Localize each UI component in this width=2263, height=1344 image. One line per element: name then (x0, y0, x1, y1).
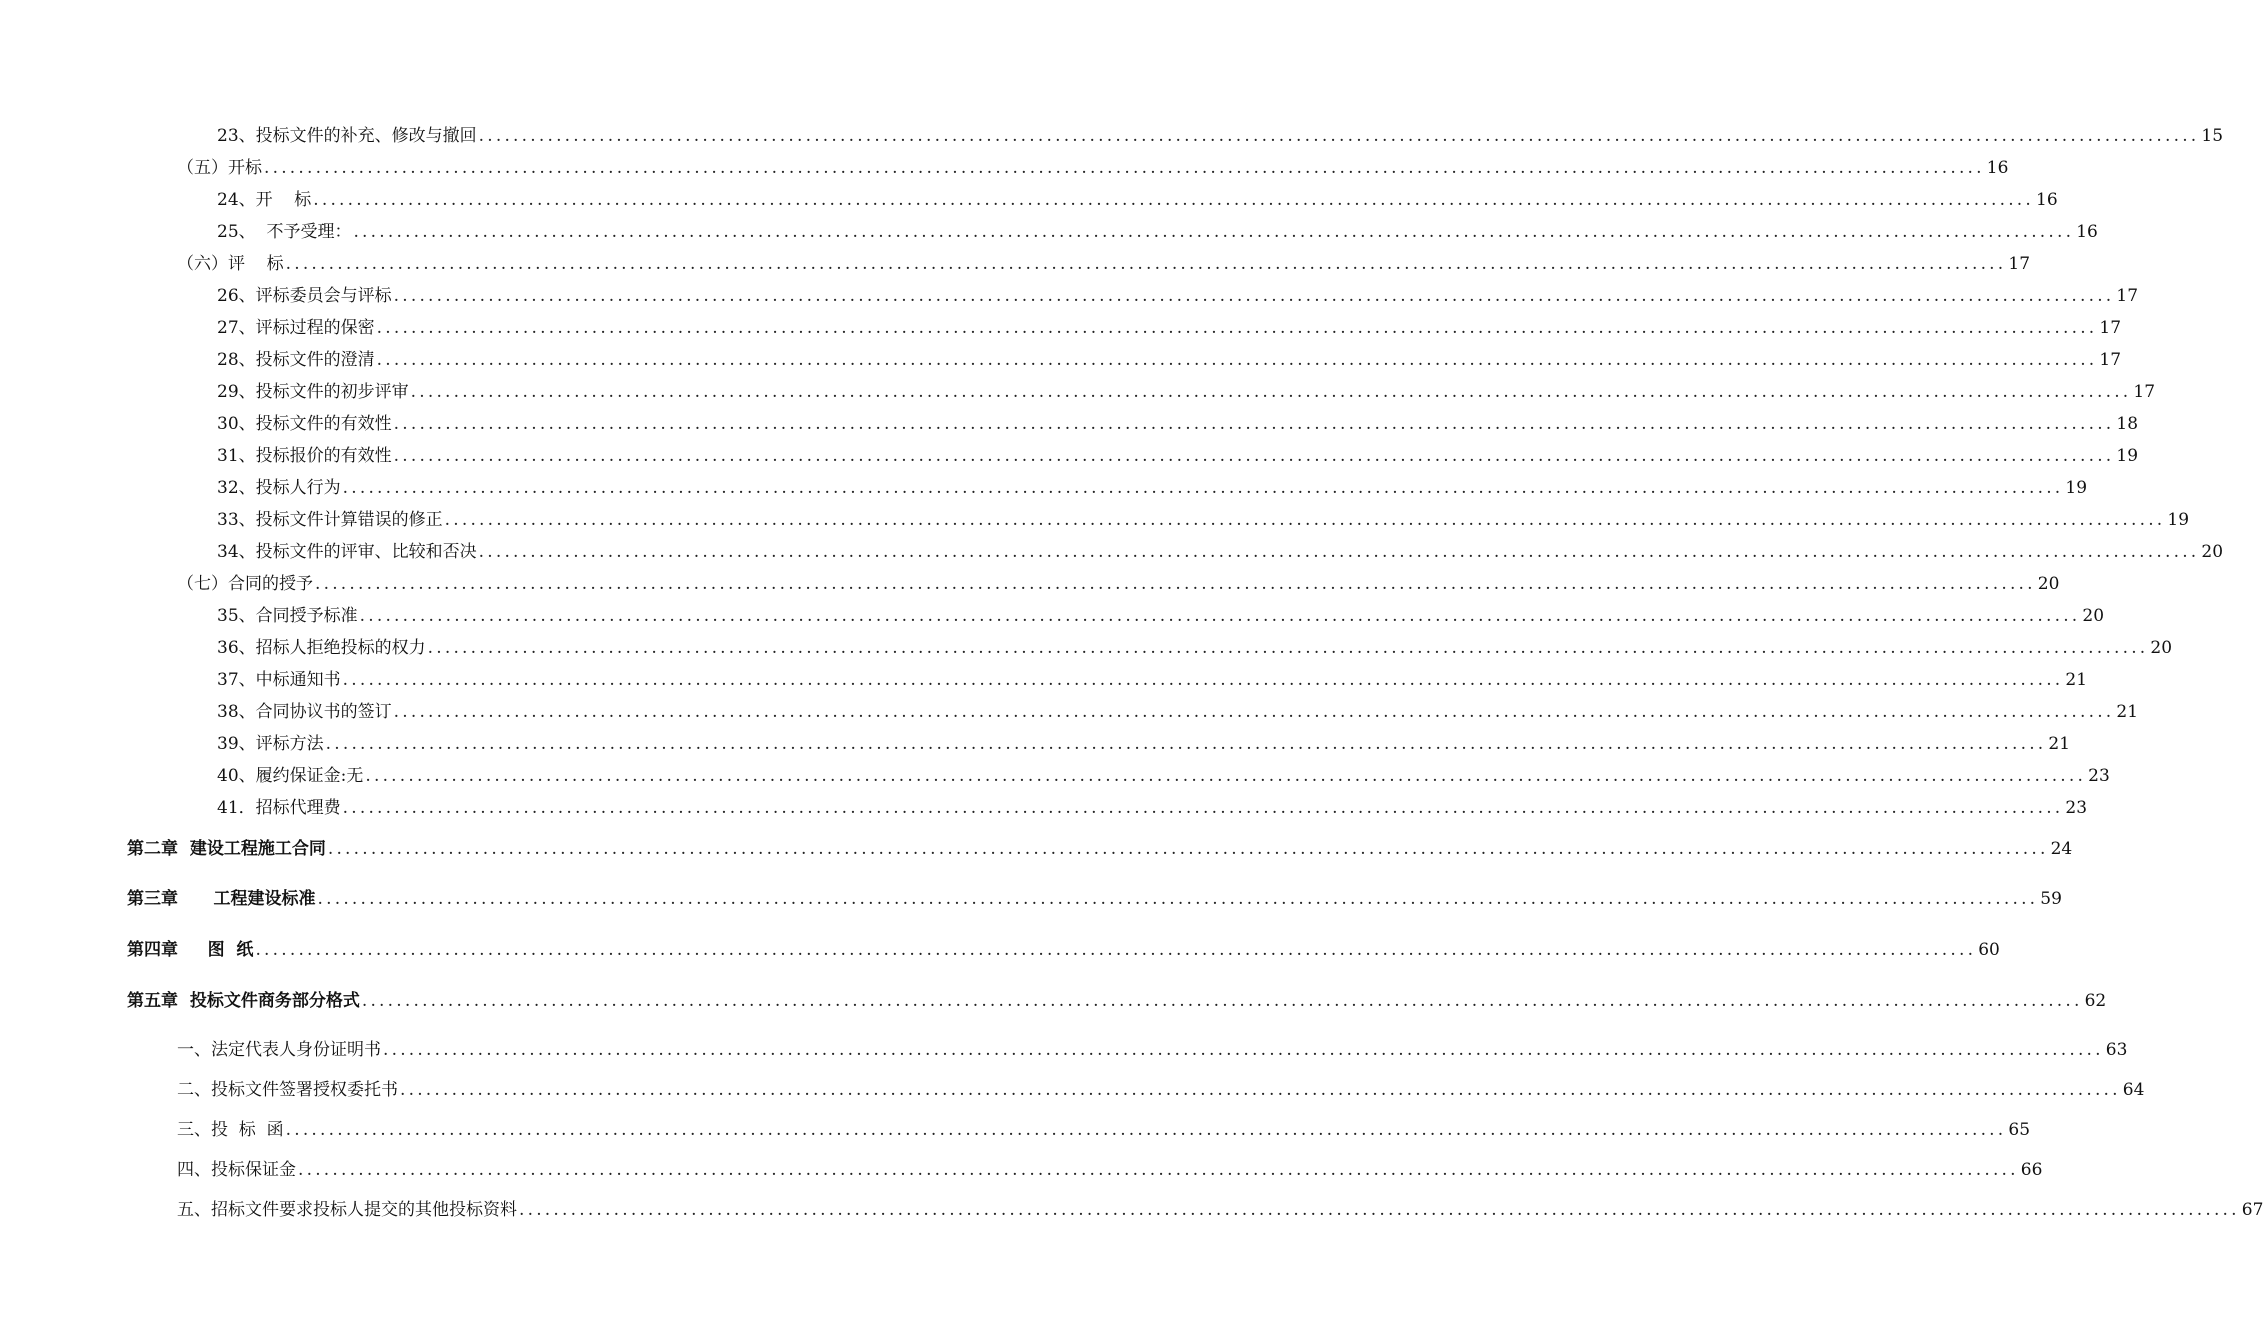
toc-entry-title: 28、投标文件的澄清 (217, 350, 375, 370)
toc-entry-title: 37、中标通知书 (217, 670, 341, 690)
toc-entry[interactable] (217, 317, 2122, 339)
toc-page-number: 20 (2201, 542, 2224, 562)
toc-entry-title: 36、招标人拒绝投标的权力 (217, 638, 426, 658)
toc-leader-dots: ........................................................................................................................................................................................................ (393, 446, 2115, 466)
toc-page-number: 63 (2105, 1040, 2128, 1060)
toc-entry-title: 25、 不予受理： (217, 222, 352, 242)
toc-leader-dots: ........................................................................................................................................................................................................ (365, 766, 2087, 786)
toc-page-number: 16 (2036, 190, 2058, 210)
toc-leader-dots: ........................................................................................................................................................................................................ (313, 190, 2035, 210)
toc-page-number: 20 (2037, 574, 2060, 594)
toc-entry[interactable] (217, 477, 2088, 499)
toc-leader-dots: ........................................................................................................................................................................................................ (359, 606, 2081, 626)
toc-leader-dots: ........................................................................................................................................................................................................ (285, 1120, 2007, 1140)
toc-entry-title: 二、投标文件签署授权委托书 (177, 1080, 398, 1100)
toc-page-number: 20 (2082, 606, 2105, 626)
toc-entry[interactable] (127, 888, 2062, 910)
toc-entry[interactable] (217, 541, 2224, 563)
toc-entry-title: （五）开标 (177, 158, 262, 178)
toc-entry[interactable] (127, 990, 2107, 1012)
toc-entry[interactable] (217, 733, 2071, 755)
toc-page-number: 17 (2099, 350, 2122, 370)
toc-entry-title: 30、投标文件的有效性 (217, 414, 392, 434)
toc-page-number: 23 (2088, 766, 2110, 786)
toc-entry[interactable] (217, 349, 2122, 371)
toc-page-number: 19 (2065, 478, 2088, 498)
toc-leader-dots: ........................................................................................................................................................................................................ (478, 542, 2200, 562)
toc-leader-dots: ........................................................................................................................................................................................................ (342, 798, 2064, 818)
toc-leader-dots: ........................................................................................................................................................................................................ (393, 414, 2115, 434)
toc-page-number: 16 (2076, 222, 2098, 242)
toc-entry-title: 39、评标方法 (217, 734, 324, 754)
toc-leader-dots: ........................................................................................................................................................................................................ (376, 318, 2098, 338)
toc-leader-dots: ........................................................................................................................................................................................................ (353, 222, 2075, 242)
toc-entry[interactable] (177, 573, 2060, 595)
toc-leader-dots: ........................................................................................................................................................................................................ (478, 126, 2200, 146)
toc-entry-title: 32、投标人行为 (217, 478, 341, 498)
toc-page-number: 17 (2116, 286, 2139, 306)
toc-page-number: 21 (2065, 670, 2088, 690)
toc-entry-title: 34、投标文件的评审、比较和否决 (217, 542, 477, 562)
toc-entry-title: （七）合同的授予 (177, 574, 313, 594)
toc-entry[interactable] (177, 1039, 2128, 1061)
toc-page-number: 15 (2201, 126, 2224, 146)
toc-page-number: 18 (2116, 414, 2139, 434)
toc-leader-dots: ........................................................................................................................................................................................................ (376, 350, 2098, 370)
toc-page-number: 65 (2008, 1120, 2031, 1140)
toc-entry[interactable] (217, 797, 2088, 819)
toc-page-number: 23 (2065, 798, 2088, 818)
toc-entry[interactable] (217, 221, 2098, 243)
toc-entry-title: 41．招标代理费 (217, 798, 341, 818)
toc-page-number: 17 (2099, 318, 2122, 338)
toc-page-number: 64 (2122, 1080, 2145, 1100)
toc-entry-title: 24、开 标 (217, 190, 312, 210)
toc-entry[interactable] (177, 253, 2031, 275)
toc-page-number: 19 (2167, 510, 2190, 530)
toc-leader-dots: ........................................................................................................................................................................................................ (444, 510, 2166, 530)
toc-leader-dots: ........................................................................................................................................................................................................ (393, 702, 2115, 722)
toc-page-number: 17 (2133, 382, 2156, 402)
toc-page-number: 60 (1978, 940, 2000, 960)
toc-leader-dots: ........................................................................................................................................................................................................ (393, 286, 2115, 306)
toc-page-number: 59 (2040, 889, 2062, 909)
toc-page-number: 16 (1986, 158, 2009, 178)
toc-leader-dots: ........................................................................................................................................................................................................ (342, 670, 2064, 690)
toc-entry-title: 四、投标保证金 (177, 1160, 296, 1180)
toc-leader-dots: ........................................................................................................................................................................................................ (315, 574, 2036, 594)
toc-entry[interactable] (217, 509, 2190, 531)
toc-page-number: 17 (2008, 254, 2031, 274)
toc-page-number: 66 (2020, 1160, 2043, 1180)
toc-leader-dots: ........................................................................................................................................................................................................ (427, 638, 2149, 658)
toc-entry[interactable] (217, 189, 2058, 211)
toc-entry-title: 26、评标委员会与评标 (217, 286, 392, 306)
toc-leader-dots: ........................................................................................................................................................................................................ (298, 1160, 2019, 1180)
toc-leader-dots: ........................................................................................................................................................................................................ (317, 889, 2039, 909)
toc-leader-dots: ........................................................................................................................................................................................................ (410, 382, 2132, 402)
toc-entry-title: 五、招标文件要求投标人提交的其他投标资料 (177, 1200, 517, 1220)
toc-page-number: 20 (2150, 638, 2173, 658)
toc-entry[interactable] (177, 1119, 2031, 1141)
toc-page-number: 21 (2048, 734, 2071, 754)
toc-leader-dots: ........................................................................................................................................................................................................ (255, 940, 1977, 960)
toc-entry[interactable] (217, 701, 2139, 723)
toc-entry-title: 27、评标过程的保密 (217, 318, 375, 338)
toc-entry-title: 第三章 工程建设标准 (127, 889, 316, 909)
toc-leader-dots: ........................................................................................................................................................................................................ (327, 839, 2049, 859)
toc-leader-dots: ........................................................................................................................................................................................................ (264, 158, 1985, 178)
toc-entry[interactable] (177, 1159, 2043, 1181)
toc-entry[interactable] (177, 1079, 2145, 1101)
toc-leader-dots: ........................................................................................................................................................................................................ (400, 1080, 2121, 1100)
toc-entry-title: 40、履约保证金:无 (217, 766, 364, 786)
toc-leader-dots: ........................................................................................................................................................................................................ (361, 991, 2083, 1011)
toc-entry[interactable] (217, 669, 2088, 691)
toc-entry-title: 第四章 图 纸 (127, 940, 254, 960)
toc-leader-dots: ........................................................................................................................................................................................................ (383, 1040, 2104, 1060)
toc-entry-title: 第五章 投标文件商务部分格式 (127, 991, 360, 1011)
toc-page-number: 67 (2241, 1200, 2263, 1220)
toc-entry-title: 38、合同协议书的签订 (217, 702, 392, 722)
toc-entry[interactable] (177, 1199, 2263, 1221)
toc-entry-title: 一、法定代表人身份证明书 (177, 1040, 381, 1060)
toc-entry-title: 35、合同授予标准 (217, 606, 358, 626)
toc-entry-title: 31、投标报价的有效性 (217, 446, 392, 466)
toc-entry-title: 33、投标文件计算错误的修正 (217, 510, 443, 530)
toc-entry[interactable] (177, 157, 2009, 179)
toc-entry[interactable] (217, 413, 2139, 435)
toc-entry-title: 第二章 建设工程施工合同 (127, 839, 326, 859)
toc-entry-title: 三、投 标 函 (177, 1120, 284, 1140)
toc-entry[interactable] (217, 765, 2110, 787)
toc-entry[interactable] (127, 939, 2000, 961)
toc-entry-title: （六）评 标 (177, 254, 284, 274)
toc-entry-title: 23、投标文件的补充、修改与撤回 (217, 126, 477, 146)
toc-leader-dots: ........................................................................................................................................................................................................ (325, 734, 2047, 754)
toc-page-number: 62 (2084, 991, 2107, 1011)
toc-entry[interactable] (217, 381, 2156, 403)
toc-page-number: 24 (2050, 839, 2073, 859)
toc-leader-dots: ........................................................................................................................................................................................................ (342, 478, 2064, 498)
toc-entry[interactable] (217, 125, 2224, 147)
toc-entry[interactable] (217, 605, 2105, 627)
toc-leader-dots: ........................................................................................................................................................................................................ (285, 254, 2007, 274)
toc-page-number: 19 (2116, 446, 2139, 466)
toc-entry[interactable] (217, 285, 2139, 307)
toc-entry[interactable] (217, 445, 2139, 467)
toc-entry[interactable] (217, 637, 2173, 659)
toc-leader-dots: ........................................................................................................................................................................................................ (519, 1200, 2240, 1220)
toc-entry[interactable] (127, 838, 2073, 860)
toc-page-number: 21 (2116, 702, 2139, 722)
toc-entry-title: 29、投标文件的初步评审 (217, 382, 409, 402)
